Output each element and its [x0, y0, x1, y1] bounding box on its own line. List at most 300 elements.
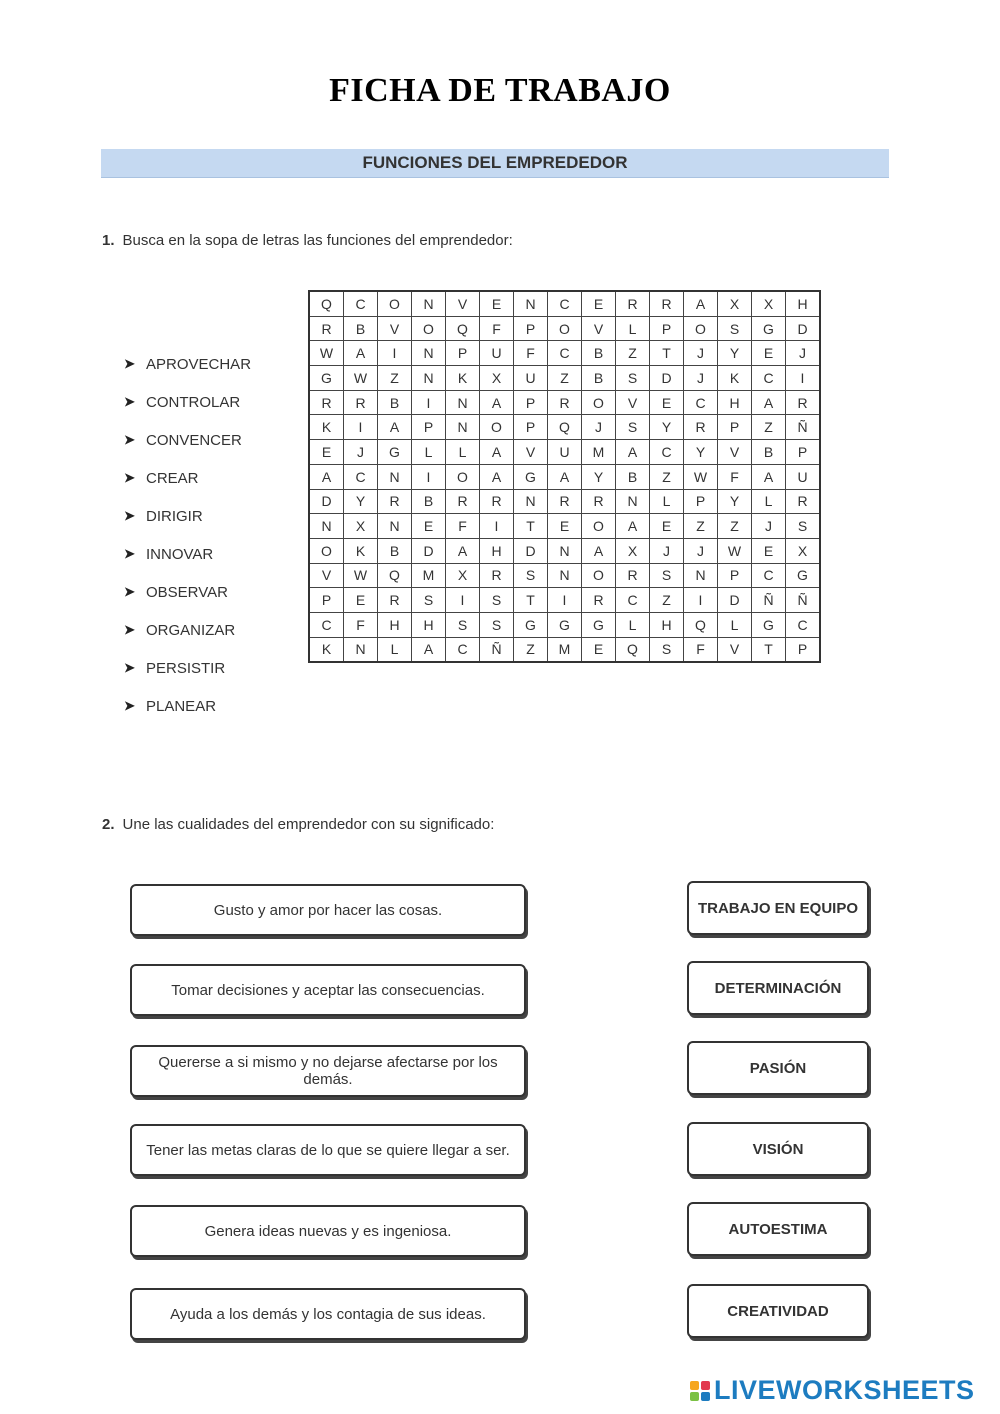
- grid-cell[interactable]: Ñ: [786, 588, 821, 613]
- grid-cell[interactable]: B: [344, 316, 378, 341]
- grid-cell[interactable]: R: [684, 415, 718, 440]
- word-list-item: [124, 459, 294, 497]
- grid-cell[interactable]: R: [650, 291, 684, 316]
- grid-cell[interactable]: E: [582, 637, 616, 662]
- word-list-label: ORGANIZAR: [146, 621, 236, 639]
- definition-box[interactable]: [130, 1205, 526, 1257]
- grid-cell[interactable]: A: [378, 415, 412, 440]
- grid-cell[interactable]: E: [752, 538, 786, 563]
- grid-cell[interactable]: L: [718, 612, 752, 637]
- grid-cell[interactable]: M: [582, 440, 616, 465]
- brand-text: LIVEWORKSHEETS: [714, 1375, 975, 1405]
- question-2: [102, 816, 494, 833]
- grid-cell[interactable]: W: [718, 538, 752, 563]
- grid-cell[interactable]: I: [446, 588, 480, 613]
- grid-cell[interactable]: V: [309, 563, 344, 588]
- grid-row: [309, 489, 820, 514]
- grid-cell[interactable]: N: [412, 291, 446, 316]
- grid-cell[interactable]: A: [684, 291, 718, 316]
- grid-cell[interactable]: Q: [446, 316, 480, 341]
- quality-text: AUTOESTIMA: [728, 1220, 828, 1238]
- grid-cell[interactable]: R: [309, 390, 344, 415]
- grid-cell[interactable]: E: [650, 514, 684, 539]
- grid-cell[interactable]: T: [650, 341, 684, 366]
- grid-cell[interactable]: K: [718, 366, 752, 391]
- quality-box[interactable]: [687, 1122, 869, 1176]
- definition-box[interactable]: [130, 884, 526, 936]
- grid-cell[interactable]: A: [582, 538, 616, 563]
- grid-cell[interactable]: A: [412, 637, 446, 662]
- grid-cell[interactable]: V: [582, 316, 616, 341]
- grid-row: [309, 390, 820, 415]
- grid-cell[interactable]: R: [786, 489, 821, 514]
- grid-cell[interactable]: I: [344, 415, 378, 440]
- grid-cell[interactable]: P: [514, 390, 548, 415]
- grid-cell[interactable]: Z: [752, 415, 786, 440]
- grid-cell[interactable]: C: [309, 612, 344, 637]
- grid-cell[interactable]: A: [480, 464, 514, 489]
- arrow-icon: ➤: [124, 394, 135, 409]
- grid-cell[interactable]: N: [309, 514, 344, 539]
- grid-cell[interactable]: G: [752, 316, 786, 341]
- grid-cell[interactable]: W: [684, 464, 718, 489]
- grid-cell[interactable]: B: [582, 341, 616, 366]
- arrow-icon: ➤: [124, 546, 135, 561]
- grid-cell[interactable]: P: [514, 316, 548, 341]
- grid-cell[interactable]: J: [786, 341, 821, 366]
- grid-cell[interactable]: H: [480, 538, 514, 563]
- grid-cell[interactable]: I: [412, 464, 446, 489]
- arrow-icon: ➤: [124, 356, 135, 371]
- grid-cell[interactable]: B: [582, 366, 616, 391]
- definition-text: Tomar decisiones y aceptar las consecuencias.: [171, 981, 485, 999]
- word-list-label: CREAR: [146, 469, 199, 487]
- grid-cell[interactable]: A: [752, 464, 786, 489]
- grid-cell[interactable]: Z: [378, 366, 412, 391]
- grid-cell[interactable]: P: [786, 637, 821, 662]
- grid-cell[interactable]: A: [752, 390, 786, 415]
- grid-cell[interactable]: R: [344, 390, 378, 415]
- grid-cell[interactable]: L: [616, 612, 650, 637]
- question-1-text: Busca en la sopa de letras las funciones del emprendedor:: [122, 232, 513, 249]
- grid-row: [309, 538, 820, 563]
- grid-cell[interactable]: F: [514, 341, 548, 366]
- word-list-item: [124, 383, 294, 421]
- grid-row: [309, 291, 820, 316]
- grid-cell[interactable]: E: [548, 514, 582, 539]
- grid-cell[interactable]: G: [752, 612, 786, 637]
- quality-box[interactable]: [687, 1284, 869, 1338]
- grid-cell[interactable]: R: [582, 489, 616, 514]
- grid-cell[interactable]: S: [718, 316, 752, 341]
- grid-cell[interactable]: K: [344, 538, 378, 563]
- grid-cell[interactable]: F: [344, 612, 378, 637]
- grid-row: [309, 514, 820, 539]
- definition-box[interactable]: [130, 1288, 526, 1340]
- grid-cell[interactable]: D: [514, 538, 548, 563]
- grid-cell[interactable]: O: [582, 563, 616, 588]
- grid-cell[interactable]: I: [548, 588, 582, 613]
- arrow-icon: ➤: [124, 508, 135, 523]
- grid-cell[interactable]: P: [309, 588, 344, 613]
- grid-cell[interactable]: C: [684, 390, 718, 415]
- grid-cell[interactable]: B: [378, 538, 412, 563]
- grid-cell[interactable]: M: [412, 563, 446, 588]
- grid-cell[interactable]: Y: [684, 440, 718, 465]
- grid-cell[interactable]: H: [718, 390, 752, 415]
- grid-cell[interactable]: A: [480, 440, 514, 465]
- grid-cell[interactable]: B: [616, 464, 650, 489]
- quality-box[interactable]: [687, 881, 869, 935]
- grid-cell[interactable]: J: [684, 538, 718, 563]
- grid-cell[interactable]: S: [412, 588, 446, 613]
- grid-cell[interactable]: G: [309, 366, 344, 391]
- grid-cell[interactable]: C: [344, 464, 378, 489]
- grid-cell[interactable]: L: [378, 637, 412, 662]
- grid-cell[interactable]: U: [514, 366, 548, 391]
- grid-cell[interactable]: D: [309, 489, 344, 514]
- word-list-item: [124, 535, 294, 573]
- grid-cell[interactable]: Y: [582, 464, 616, 489]
- definition-box[interactable]: [130, 1124, 526, 1176]
- grid-cell[interactable]: W: [344, 563, 378, 588]
- grid-cell[interactable]: N: [684, 563, 718, 588]
- grid-cell[interactable]: Y: [650, 415, 684, 440]
- grid-cell[interactable]: L: [412, 440, 446, 465]
- grid-cell[interactable]: Z: [684, 514, 718, 539]
- grid-cell[interactable]: R: [309, 316, 344, 341]
- grid-row: [309, 366, 820, 391]
- quality-box[interactable]: [687, 961, 869, 1015]
- grid-cell[interactable]: O: [582, 514, 616, 539]
- grid-cell[interactable]: U: [786, 464, 821, 489]
- grid-row: [309, 464, 820, 489]
- grid-row: [309, 563, 820, 588]
- grid-cell[interactable]: O: [446, 464, 480, 489]
- grid-cell[interactable]: H: [378, 612, 412, 637]
- grid-cell[interactable]: C: [786, 612, 821, 637]
- grid-cell[interactable]: V: [616, 390, 650, 415]
- grid-cell[interactable]: O: [548, 316, 582, 341]
- grid-cell[interactable]: R: [548, 489, 582, 514]
- grid-cell[interactable]: E: [752, 341, 786, 366]
- grid-cell[interactable]: A: [548, 464, 582, 489]
- grid-cell[interactable]: R: [378, 489, 412, 514]
- grid-cell[interactable]: G: [548, 612, 582, 637]
- page-title: FICHA DE TRABAJO: [329, 72, 671, 109]
- word-list-item: [124, 345, 294, 383]
- grid-cell[interactable]: Q: [309, 291, 344, 316]
- grid-cell[interactable]: J: [684, 341, 718, 366]
- logo-square: [701, 1381, 710, 1390]
- grid-cell[interactable]: T: [514, 588, 548, 613]
- grid-cell[interactable]: A: [616, 514, 650, 539]
- grid-cell[interactable]: V: [446, 291, 480, 316]
- grid-cell[interactable]: E: [650, 390, 684, 415]
- word-list-item: [124, 687, 294, 725]
- grid-cell[interactable]: A: [309, 464, 344, 489]
- grid-cell[interactable]: R: [446, 489, 480, 514]
- grid-cell[interactable]: R: [786, 390, 821, 415]
- grid-cell[interactable]: A: [616, 440, 650, 465]
- grid-cell[interactable]: Ñ: [786, 415, 821, 440]
- liveworksheets-logo[interactable]: [690, 1375, 975, 1406]
- grid-cell[interactable]: Z: [548, 366, 582, 391]
- grid-cell[interactable]: R: [548, 390, 582, 415]
- grid-cell[interactable]: O: [378, 291, 412, 316]
- grid-cell[interactable]: F: [480, 316, 514, 341]
- grid-cell[interactable]: I: [684, 588, 718, 613]
- grid-cell[interactable]: S: [650, 563, 684, 588]
- grid-cell[interactable]: S: [650, 637, 684, 662]
- grid-cell[interactable]: C: [446, 637, 480, 662]
- grid-cell[interactable]: B: [378, 390, 412, 415]
- word-list-item: [124, 649, 294, 687]
- grid-cell[interactable]: V: [718, 440, 752, 465]
- word-search-grid: [308, 290, 821, 663]
- word-list-label: PERSISTIR: [146, 659, 226, 677]
- word-list-label: DIRIGIR: [146, 507, 203, 525]
- grid-cell[interactable]: H: [786, 291, 821, 316]
- grid-cell[interactable]: P: [684, 489, 718, 514]
- word-list-item: [124, 611, 294, 649]
- grid-cell[interactable]: D: [718, 588, 752, 613]
- grid-cell[interactable]: H: [650, 612, 684, 637]
- grid-cell[interactable]: S: [616, 415, 650, 440]
- grid-cell[interactable]: C: [344, 291, 378, 316]
- grid-cell[interactable]: S: [786, 514, 821, 539]
- grid-cell[interactable]: C: [548, 291, 582, 316]
- definition-box[interactable]: [130, 964, 526, 1016]
- arrow-icon: ➤: [124, 660, 135, 675]
- liveworksheets-icon: [690, 1381, 710, 1401]
- grid-cell[interactable]: Z: [514, 637, 548, 662]
- grid-cell[interactable]: H: [412, 612, 446, 637]
- grid-cell[interactable]: C: [752, 563, 786, 588]
- definition-text: Quererse a si mismo y no dejarse afectarse por los demás.: [158, 1054, 498, 1088]
- grid-cell[interactable]: Ñ: [752, 588, 786, 613]
- grid-cell[interactable]: K: [446, 366, 480, 391]
- grid-cell[interactable]: S: [480, 588, 514, 613]
- quality-text: CREATIVIDAD: [727, 1302, 829, 1320]
- grid-cell[interactable]: X: [752, 291, 786, 316]
- word-list-label: INNOVAR: [146, 545, 214, 563]
- grid-cell[interactable]: F: [718, 464, 752, 489]
- grid-row: [309, 588, 820, 613]
- grid-cell[interactable]: G: [582, 612, 616, 637]
- grid-cell[interactable]: R: [480, 489, 514, 514]
- definition-text: Genera ideas nuevas y es ingeniosa.: [204, 1222, 452, 1240]
- grid-cell[interactable]: I: [786, 366, 821, 391]
- logo-square: [701, 1392, 710, 1401]
- grid-cell[interactable]: Y: [718, 341, 752, 366]
- grid-cell[interactable]: O: [480, 415, 514, 440]
- grid-cell[interactable]: O: [309, 538, 344, 563]
- grid-cell[interactable]: B: [412, 489, 446, 514]
- grid-row: [309, 612, 820, 637]
- question-1: [102, 232, 513, 249]
- grid-cell[interactable]: G: [514, 612, 548, 637]
- grid-cell[interactable]: S: [480, 612, 514, 637]
- quality-text: PASIÓN: [749, 1059, 807, 1077]
- grid-cell[interactable]: X: [786, 538, 821, 563]
- grid-cell[interactable]: K: [309, 415, 344, 440]
- grid-cell[interactable]: U: [548, 440, 582, 465]
- grid-cell[interactable]: M: [548, 637, 582, 662]
- grid-cell[interactable]: P: [650, 316, 684, 341]
- grid-cell[interactable]: Z: [650, 588, 684, 613]
- grid-cell[interactable]: N: [412, 341, 446, 366]
- grid-cell[interactable]: C: [752, 366, 786, 391]
- grid-cell[interactable]: V: [514, 440, 548, 465]
- section-header: FUNCIONES DEL EMPREDEDOR: [101, 149, 889, 178]
- grid-cell[interactable]: A: [446, 538, 480, 563]
- grid-cell[interactable]: N: [514, 489, 548, 514]
- grid-cell[interactable]: R: [378, 588, 412, 613]
- grid-cell[interactable]: G: [786, 563, 821, 588]
- grid-cell[interactable]: G: [378, 440, 412, 465]
- definition-text: Tener las metas claras de lo que se quiere llegar a ser.: [146, 1141, 510, 1159]
- grid-cell[interactable]: V: [378, 316, 412, 341]
- grid-cell[interactable]: Z: [650, 464, 684, 489]
- grid-cell[interactable]: E: [582, 291, 616, 316]
- grid-cell[interactable]: D: [412, 538, 446, 563]
- grid-cell[interactable]: N: [446, 390, 480, 415]
- grid-cell[interactable]: N: [514, 291, 548, 316]
- grid-cell[interactable]: T: [752, 637, 786, 662]
- grid-cell[interactable]: A: [480, 390, 514, 415]
- grid-cell[interactable]: J: [684, 366, 718, 391]
- grid-cell[interactable]: P: [514, 415, 548, 440]
- grid-cell[interactable]: E: [344, 588, 378, 613]
- grid-cell[interactable]: I: [412, 390, 446, 415]
- grid-cell[interactable]: B: [752, 440, 786, 465]
- grid-cell[interactable]: P: [718, 415, 752, 440]
- grid-cell[interactable]: W: [309, 341, 344, 366]
- arrow-icon: ➤: [124, 584, 135, 599]
- grid-cell[interactable]: U: [480, 341, 514, 366]
- grid-cell[interactable]: O: [412, 316, 446, 341]
- grid-cell[interactable]: J: [344, 440, 378, 465]
- grid-cell[interactable]: R: [582, 588, 616, 613]
- grid-cell[interactable]: X: [446, 563, 480, 588]
- grid-cell[interactable]: G: [514, 464, 548, 489]
- grid-cell[interactable]: P: [412, 415, 446, 440]
- grid-cell[interactable]: J: [752, 514, 786, 539]
- logo-square: [690, 1392, 699, 1401]
- grid-cell[interactable]: E: [412, 514, 446, 539]
- grid-cell[interactable]: V: [718, 637, 752, 662]
- grid-cell[interactable]: L: [616, 316, 650, 341]
- word-list-item: [124, 573, 294, 611]
- grid-cell[interactable]: X: [480, 366, 514, 391]
- grid-cell[interactable]: O: [684, 316, 718, 341]
- grid-cell[interactable]: C: [650, 440, 684, 465]
- grid-cell[interactable]: A: [344, 341, 378, 366]
- grid-cell[interactable]: N: [616, 489, 650, 514]
- grid-cell[interactable]: C: [548, 341, 582, 366]
- grid-cell[interactable]: W: [344, 366, 378, 391]
- grid-cell[interactable]: Z: [616, 341, 650, 366]
- grid-cell[interactable]: D: [650, 366, 684, 391]
- grid-cell[interactable]: I: [480, 514, 514, 539]
- grid-row: [309, 637, 820, 662]
- quality-text: DETERMINACIÓN: [714, 979, 842, 997]
- grid-cell[interactable]: N: [548, 563, 582, 588]
- arrow-icon: ➤: [124, 432, 135, 447]
- word-list-label: CONTROLAR: [146, 393, 241, 411]
- grid-cell[interactable]: J: [650, 538, 684, 563]
- grid-cell[interactable]: R: [616, 291, 650, 316]
- grid-row: [309, 440, 820, 465]
- grid-cell[interactable]: C: [616, 588, 650, 613]
- grid-cell[interactable]: L: [446, 440, 480, 465]
- grid-cell[interactable]: I: [378, 341, 412, 366]
- grid-cell[interactable]: N: [412, 366, 446, 391]
- grid-cell[interactable]: N: [378, 464, 412, 489]
- grid-row: [309, 316, 820, 341]
- grid-cell[interactable]: X: [718, 291, 752, 316]
- word-list-label: APROVECHAR: [146, 355, 252, 373]
- quality-box[interactable]: [687, 1202, 869, 1256]
- word-list-item: [124, 497, 294, 535]
- grid-cell[interactable]: P: [786, 440, 821, 465]
- grid-cell[interactable]: P: [718, 563, 752, 588]
- grid-cell[interactable]: Y: [718, 489, 752, 514]
- word-list-label: OBSERVAR: [146, 583, 228, 601]
- grid-cell[interactable]: F: [446, 514, 480, 539]
- word-list-label: CONVENCER: [146, 431, 242, 449]
- question-2-text: Une las cualidades del emprendedor con su significado:: [122, 816, 495, 833]
- grid-cell[interactable]: Y: [344, 489, 378, 514]
- grid-cell[interactable]: N: [446, 415, 480, 440]
- grid-cell[interactable]: Q: [548, 415, 582, 440]
- grid-cell[interactable]: R: [616, 563, 650, 588]
- grid-cell[interactable]: L: [650, 489, 684, 514]
- grid-cell[interactable]: Ñ: [480, 637, 514, 662]
- grid-cell[interactable]: S: [616, 366, 650, 391]
- grid-cell[interactable]: E: [309, 440, 344, 465]
- question-1-number: 1.: [102, 232, 115, 249]
- question-2-number: 2.: [102, 816, 115, 833]
- grid-cell[interactable]: Q: [684, 612, 718, 637]
- grid-cell[interactable]: N: [344, 637, 378, 662]
- grid-cell[interactable]: E: [480, 291, 514, 316]
- quality-box[interactable]: [687, 1041, 869, 1095]
- grid-cell[interactable]: S: [514, 563, 548, 588]
- grid-cell[interactable]: F: [684, 637, 718, 662]
- grid-cell[interactable]: S: [446, 612, 480, 637]
- grid-cell[interactable]: Q: [378, 563, 412, 588]
- grid-cell[interactable]: D: [786, 316, 821, 341]
- grid-cell[interactable]: X: [616, 538, 650, 563]
- grid-cell[interactable]: J: [582, 415, 616, 440]
- grid-cell[interactable]: P: [446, 341, 480, 366]
- definition-text: Gusto y amor por hacer las cosas.: [213, 901, 443, 919]
- definition-box[interactable]: [130, 1045, 526, 1097]
- grid-cell[interactable]: N: [548, 538, 582, 563]
- grid-cell[interactable]: L: [752, 489, 786, 514]
- grid-cell[interactable]: K: [309, 637, 344, 662]
- arrow-icon: ➤: [124, 622, 135, 637]
- grid-cell[interactable]: Z: [718, 514, 752, 539]
- grid-cell[interactable]: N: [378, 514, 412, 539]
- grid-cell[interactable]: Q: [616, 637, 650, 662]
- grid-cell[interactable]: R: [480, 563, 514, 588]
- grid-cell[interactable]: T: [514, 514, 548, 539]
- grid-cell[interactable]: X: [344, 514, 378, 539]
- grid-cell[interactable]: O: [582, 390, 616, 415]
